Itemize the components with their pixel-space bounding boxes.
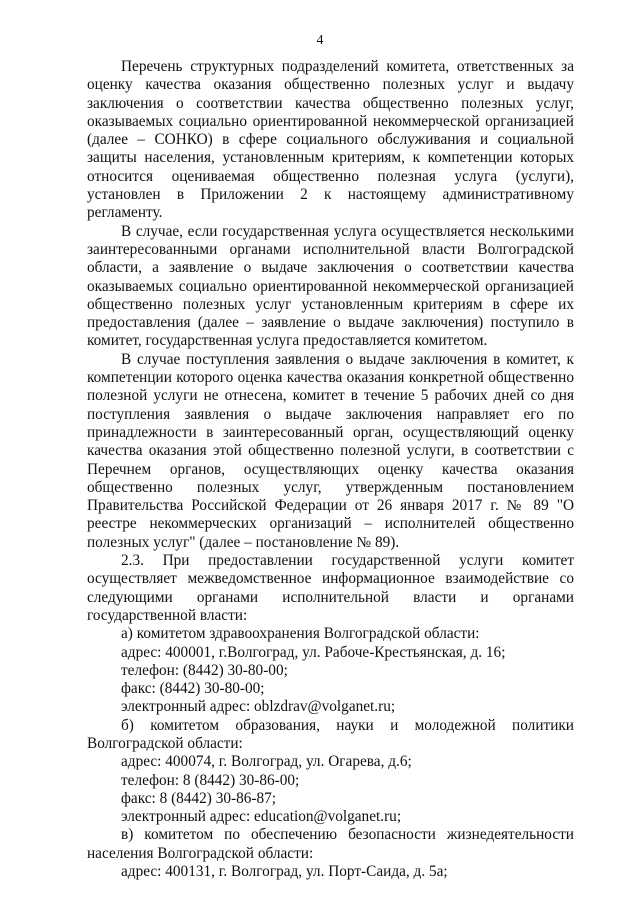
health-committee-email: электронный адрес: oblzdrav@volganet.ru; — [121, 698, 396, 716]
education-committee-phone: телефон: 8 (8442) 30-86-00; — [121, 771, 300, 789]
paragraph-redirect-application: В случае поступления заявления о выдаче заключения в комитет, к компетенции которого оценка качества оказания конкретной общественно полезной услуги не отнесена, комитет в течение 5 рабочих дней со дня поступления заявления о выдаче заключения направляет его по принадлежности в заинтересованный орган, осуществляющий оценку качества оказания этой общественно полезной услуги, в соответствии с Перечнем органов, осуществляющих оценку качества оказания общественно полезных услуг, утвержденным постановлением Правительства Российской Федерации от 26 января 2017 г. № 89 "О реестре некоммерческих организаций – исполнителей общественно полезных услуг" (далее – постановление № 89). — [87, 350, 574, 551]
page-number: 4 — [316, 33, 324, 48]
paragraph-section-2-3: 2.3. При предоставлении государственной услуги комитет осуществляет межведомственное информационное взаимодействие со следующими органами исполнительной власти и органами государственной власти: — [87, 552, 574, 624]
health-committee-phone: телефон: (8442) 30-80-00; — [121, 661, 288, 679]
health-committee-address: адрес: 400001, г.Волгоград, ул. Рабоче-Крестьянская, д. 16; — [121, 643, 506, 661]
paragraph-education-committee: б) комитетом образования, науки и молодежной политики Волгоградской области: — [87, 716, 574, 752]
education-committee-fax: факс: 8 (8442) 30-86-87; — [121, 789, 277, 807]
safety-committee-address: адрес: 400131, г. Волгоград, ул. Порт-Саида, д. 5а; — [121, 863, 448, 881]
health-committee-fax: факс: (8442) 30-80-00; — [121, 680, 265, 698]
paragraph-structural-units: Перечень структурных подразделений комитета, ответственных за оценку качества оказания общественно полезных услуг и выдачу заключения о соответствии качества общественно полезных услуг, оказываемых социально ориентированной некоммерческой организацией (далее – СОНКО) в сфере социального обслуживания и социальной защиты населения, установленным критериям, к компетенции которых относится оцениваемая общественно полезная услуга (услуги), установлен в Приложении 2 к настоящему административному регламенту. — [87, 58, 574, 222]
paragraph-multiple-authorities: В случае, если государственная услуга осуществляется несколькими заинтересованными органами исполнительной власти Волгоградской области, а заявление о выдаче заключения о соответствии качества оказываемых социально ориентированной некоммерческой организацией общественно полезных услуг установленным критериям в сфере их предоставления (далее – заявление о выдаче заключения) поступило в комитет, государственная услуга предоставляется комитетом. — [87, 222, 574, 350]
education-committee-email: электронный адрес: education@volganet.ru; — [121, 808, 402, 826]
paragraph-safety-committee: в) комитетом по обеспечению безопасности жизнедеятельности населения Волгоградской области: — [87, 826, 574, 862]
education-committee-address: адрес: 400074, г. Волгоград, ул. Огарева, д.6; — [121, 753, 412, 771]
paragraph-health-committee: а) комитетом здравоохранения Волгоградской области: — [121, 625, 480, 643]
document-body — [87, 58, 574, 881]
